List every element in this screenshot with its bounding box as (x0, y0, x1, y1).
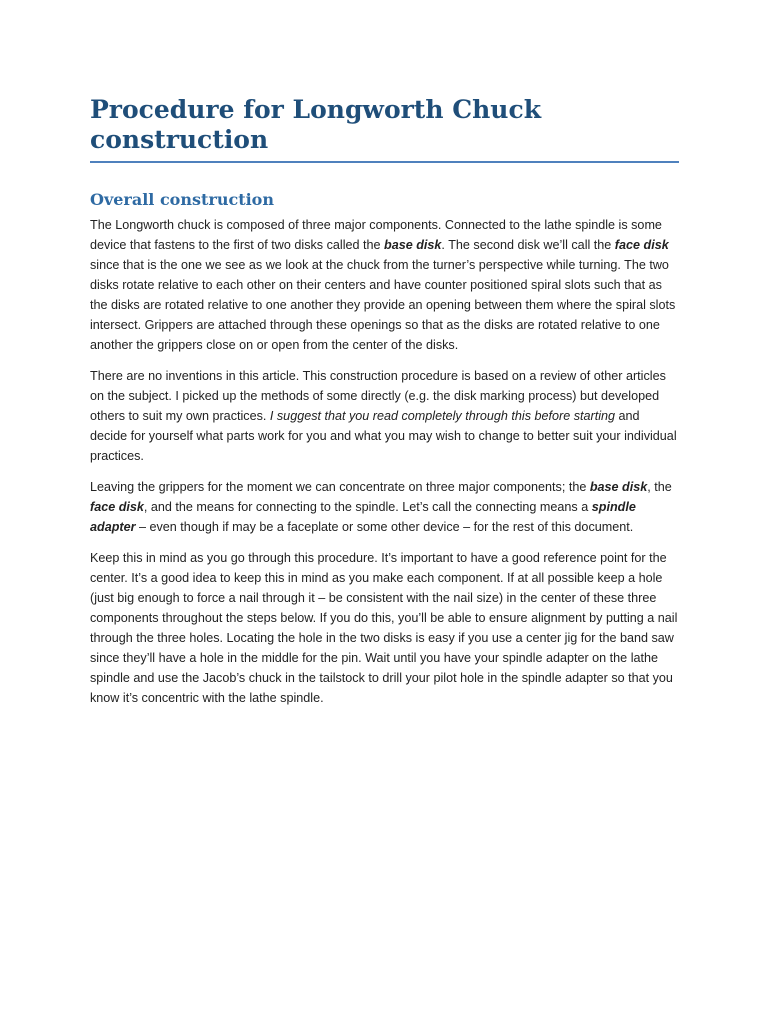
paragraph-text: since that is the one we see as we look at the chuck from the turner’s perspective while turning. The two disks rotate relative to each other on their centers and have counter positioned spiral slots such that as the disks are rotated relative to one another they provide an opening between them where the spiral slots intersect. Grippers are attached through these openings so that as the disks are rotated relative to one another the grippers close on or open from the center of the disks. (90, 258, 676, 352)
paragraph (90, 548, 679, 708)
paragraph-text: . The second disk we’ll call the (441, 238, 615, 252)
paragraph-text: The Longworth chuck is composed of three major components. Connected to the lathe spindle is some device that fastens to the first of two disks called the (90, 218, 662, 252)
body-text (90, 215, 679, 708)
paragraph-text: – even though if may be a faceplate or some other device – for the rest of this document. (135, 520, 634, 534)
emphasis-text: base disk (384, 238, 442, 252)
document-title: Procedure for Longworth Chuck construction (90, 90, 679, 163)
emphasis-text: I suggest that you read completely through this before starting (269, 409, 616, 423)
paragraph-text: and decide for yourself what parts work for you and what you may wish to change to better suit your individual practices. (90, 409, 677, 463)
section-heading: Overall construction (90, 190, 274, 209)
paragraph (90, 477, 679, 537)
paragraph-text: There are no inventions in this article. This construction procedure is based on a review of other articles on the subject. I picked up the methods of some directly (e.g. the disk marking process) but developed others to suit my own practices. (90, 369, 666, 423)
emphasis-text: face disk (90, 500, 144, 514)
paragraph-text: Leaving the grippers for the moment we can concentrate on three major components; the (90, 480, 590, 494)
emphasis-text: base disk (589, 480, 648, 494)
emphasis-text: spindle adapter (90, 500, 636, 534)
paragraph (90, 366, 679, 466)
paragraph-text: , and the means for connecting to the spindle. Let’s call the connecting means a (143, 500, 592, 514)
paragraph-text: Keep this in mind as you go through this procedure. It’s important to have a good reference point for the center. It’s a good idea to keep this in mind as you make each component. If at all possible keep a hole (just big enough to force a nail through it – be consistent with the nail size) in the center of these three components throughout the steps below. If you do this, you’ll be able to ensure alignment by putting a nail through the three holes. Locating the hole in the two disks is easy if you use a center jig for the band saw since they’ll have a hole in the middle for the pin. Wait until you have your spindle adapter on the lathe spindle and use the Jacob’s chuck in the tailstock to drill your pilot hole in the spindle adapter so that you know it’s concentric with the lathe spindle. (90, 551, 678, 705)
paragraph (90, 215, 679, 355)
paragraph-text: , the (647, 480, 672, 494)
emphasis-text: face disk (614, 238, 669, 252)
